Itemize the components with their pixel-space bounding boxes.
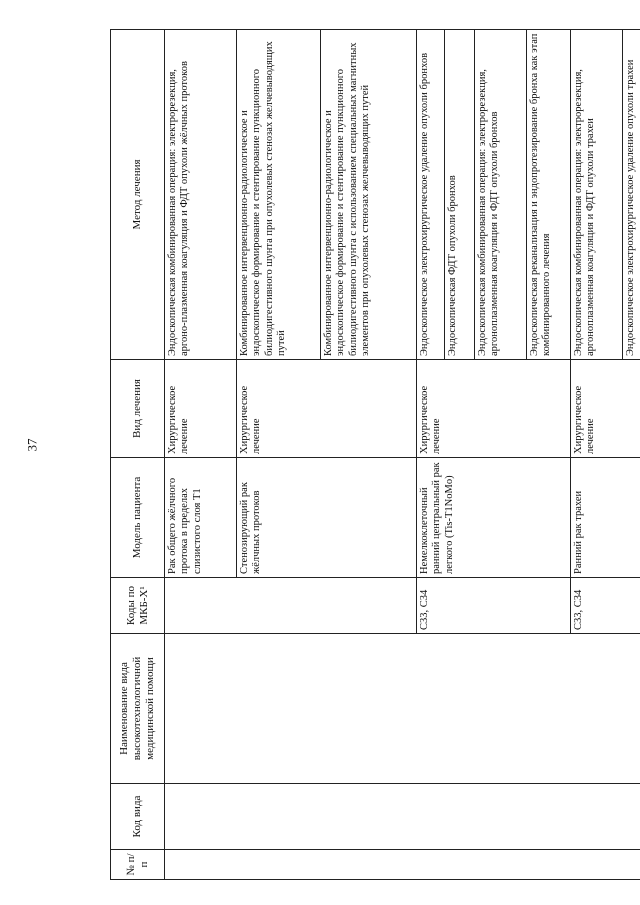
type-cell: Хирургическое лечение bbox=[237, 360, 417, 458]
header-code: Код вида bbox=[111, 784, 165, 850]
method-cell: Комбинированное интервенционно-радиологическое и эндоскопическое формирование и стентирование пункционного билиодигестивного шунта при опухолевых стенозах желчевыводящих путей bbox=[237, 30, 321, 360]
table-header-row bbox=[111, 30, 165, 880]
header-mkb: Коды по МКБ-Х¹ bbox=[111, 578, 165, 634]
type-cell: Хирургическое лечение bbox=[417, 360, 571, 458]
num-cell bbox=[165, 850, 640, 880]
method-cell: Эндоскопическая ФДТ опухоли бронхов bbox=[445, 30, 475, 360]
mkb-cell: С33, С34 bbox=[571, 578, 640, 634]
header-type: Вид лечения bbox=[111, 360, 165, 458]
table-row bbox=[165, 30, 237, 880]
medical-care-table bbox=[110, 29, 640, 880]
type-cell: Хирургическое лечение bbox=[571, 360, 640, 458]
method-cell: Эндоскопическое электрохирургическое удаление опухоли бронхов bbox=[417, 30, 445, 360]
method-cell: Эндоскопическая комбинированная операция: электрорезекция, аргоноплазменная коагуляция и ФДТ опухоли бронхов bbox=[475, 30, 527, 360]
header-method: Метод лечения bbox=[111, 30, 165, 360]
method-cell: Эндоскопическое электрохирургическое удаление опухоли трахеи bbox=[623, 30, 640, 360]
model-cell: Стенозирующий рак жёлчных протоков bbox=[237, 458, 417, 578]
method-cell: Комбинированное интервенционно-радиологическое и эндоскопическое формирование и стентирование пункционного билиодигестивного шунта с использованием специальных магнитных элементов при опухолевых стенозах желчевыводящих путей bbox=[321, 30, 417, 360]
model-cell: Рак общего жёлчного протока в пределах слизистого слоя Т1 bbox=[165, 458, 237, 578]
code-cell bbox=[165, 784, 640, 850]
method-cell: Эндоскопическая реканализация и эндопротезирование бронха как этап комбинированного лечения bbox=[527, 30, 571, 360]
mkb-cell: С33, С34 bbox=[417, 578, 571, 634]
header-model: Модель пациента bbox=[111, 458, 165, 578]
page-number: 37 bbox=[24, 438, 40, 452]
method-cell: Эндоскопическая комбинированная операция: электрорезекция, аргоно-плазменная коагуляция и ФДТ опухоли жёлчных протоков bbox=[165, 30, 237, 360]
header-name: Наименование вида высокотехнологичной медицинской помощи bbox=[111, 634, 165, 784]
mkb-cell bbox=[165, 578, 417, 634]
model-cell: Немелкоклеточный ранний центральный рак легкого (Tis-T1NoMo) bbox=[417, 458, 571, 578]
type-cell: Хирургическое лечение bbox=[165, 360, 237, 458]
table-page bbox=[110, 30, 636, 880]
method-cell: Эндоскопическая комбинированная операция: электрорезекция, аргоноплазменная коагуляция и ФДТ опухоли трахеи bbox=[571, 30, 623, 360]
model-cell: Ранний рак трахеи bbox=[571, 458, 640, 578]
header-num: № п/п bbox=[111, 850, 165, 880]
name-cell bbox=[165, 634, 640, 784]
